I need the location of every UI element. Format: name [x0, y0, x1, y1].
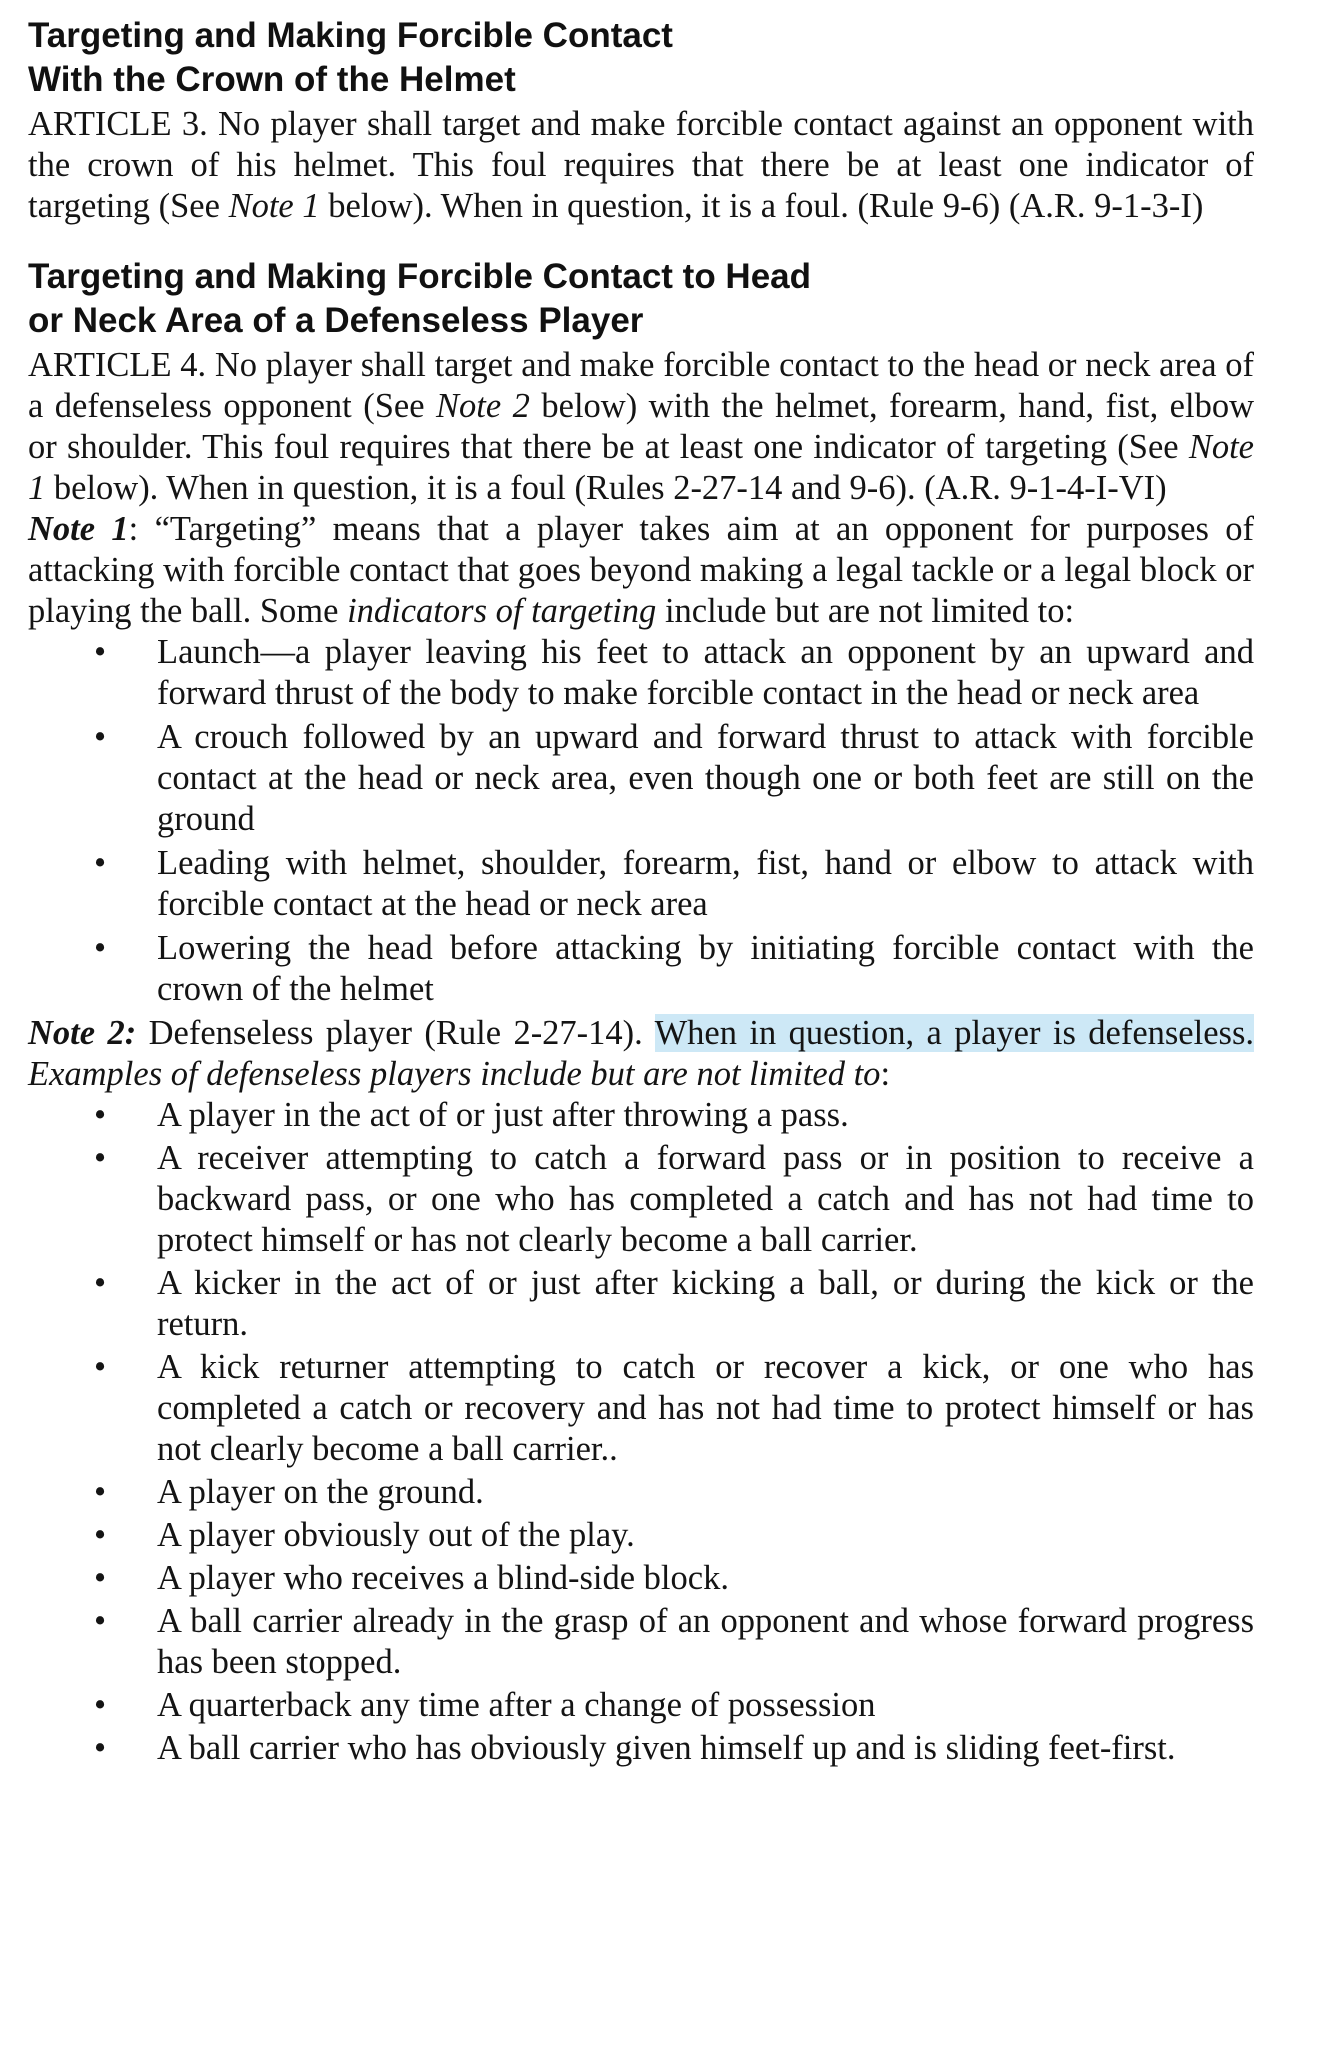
list-item-text: A ball carrier who has obviously given himself up and is sliding feet-first. — [157, 1729, 1176, 1767]
targeting-indicators-list — [28, 632, 1254, 1010]
note1-reference: Note 1 — [28, 428, 1254, 507]
note1-reference: Note 1 — [228, 187, 320, 225]
list-item — [28, 1558, 1254, 1599]
article3-heading-line2: With the Crown of the Helmet — [28, 60, 516, 99]
bullet-icon: • — [94, 1559, 107, 1597]
list-item-text: A quarterback any time after a change of possession — [157, 1686, 876, 1724]
list-item — [28, 1263, 1254, 1345]
article4-text-c: below). When in question, it is a foul (Rules 2-27-14 and 9-6). (A.R. 9-1-4-I-VI) — [45, 469, 1167, 507]
bullet-icon: • — [94, 1602, 107, 1640]
list-item — [28, 1472, 1254, 1513]
list-item — [28, 1138, 1254, 1261]
note2-paragraph — [28, 1013, 1254, 1095]
note2-text-b: : — [880, 1055, 891, 1093]
note1-italic-text: indicators of targeting — [347, 592, 657, 630]
bullet-icon: • — [94, 1348, 107, 1386]
list-item — [28, 1685, 1254, 1726]
article3-paragraph — [28, 104, 1254, 227]
list-item-text: Launch—a player leaving his feet to attack an opponent by an upward and forward thrust of the body to make forcible contact in the head or neck area — [157, 633, 1254, 712]
note2-italic-text: Examples of defenseless players include but are not limited to — [28, 1055, 881, 1093]
article3-text-end: below). When in question, it is a foul. (Rule 9-6) (A.R. 9-1-3-I) — [319, 187, 1204, 225]
article4-heading-line1: Targeting and Making Forcible Contact to Head — [28, 257, 812, 296]
note2-text-a: Defenseless player (Rule 2-27-14). — [136, 1014, 655, 1052]
list-item — [28, 928, 1254, 1010]
note1-text-b: include but are not limited to: — [656, 592, 1075, 630]
list-item — [28, 717, 1254, 840]
list-item — [28, 1347, 1254, 1470]
bullet-icon: • — [94, 844, 107, 882]
list-item — [28, 632, 1254, 714]
document-content — [28, 14, 1254, 1771]
list-item-text: A crouch followed by an upward and forward thrust to attack with forcible contact at the head or neck area, even though one or both feet are still on the ground — [157, 718, 1254, 838]
bullet-icon: • — [94, 929, 107, 967]
bullet-icon: • — [94, 1729, 107, 1767]
list-item — [28, 1601, 1254, 1683]
highlighted-text[interactable]: When in question, a player is defenseless. — [654, 1014, 1254, 1052]
bullet-icon: • — [94, 1516, 107, 1554]
article3-heading-line1: Targeting and Making Forcible Contact — [28, 16, 673, 55]
list-item-text: A player who receives a blind-side block. — [157, 1559, 729, 1597]
article3-text: ARTICLE 3. No player shall target and make forcible contact against an opponent with the crown of his helmet. This foul requires that there be at least one indicator of targeting (See — [28, 105, 1254, 225]
list-item — [28, 843, 1254, 925]
list-item-text: A ball carrier already in the grasp of an opponent and whose forward progress has been stopped. — [157, 1602, 1254, 1681]
list-item-text: A kick returner attempting to catch or recover a kick, or one who has completed a catch or recovery and has not had time to protect himself or has not clearly become a ball carrier.. — [157, 1348, 1254, 1468]
note1-paragraph — [28, 509, 1254, 632]
list-item-text: A player obviously out of the play. — [157, 1516, 635, 1554]
bullet-icon: • — [94, 718, 107, 756]
list-item-text: Leading with helmet, shoulder, forearm, fist, hand or elbow to attack with forcible contact at the head or neck area — [157, 844, 1254, 923]
list-item — [28, 1728, 1254, 1769]
bullet-icon: • — [94, 1264, 107, 1302]
list-item-text: A player on the ground. — [157, 1473, 484, 1511]
note1-text-a: : “Targeting” means that a player takes aim at an opponent for purposes of attacking with forcible contact that goes beyond making a legal tackle or a legal block or playing the ball. Some — [28, 510, 1254, 630]
article4-paragraph — [28, 345, 1254, 509]
list-item — [28, 1515, 1254, 1556]
article4-heading — [28, 255, 1254, 343]
bullet-icon: • — [94, 1473, 107, 1511]
defenseless-players-list — [28, 1095, 1254, 1769]
note1-label: Note 1 — [28, 510, 129, 548]
article4-text-a: ARTICLE 4. No player shall target and make forcible contact to the head or neck area of a defenseless opponent (See — [28, 346, 1254, 425]
bullet-icon: • — [94, 1139, 107, 1177]
list-item-text: A receiver attempting to catch a forward pass or in position to receive a backward pass, or one who has completed a catch and has not had time to protect himself or has not clearly become a ball carrier. — [157, 1139, 1254, 1259]
list-item-text: A player in the act of or just after throwing a pass. — [157, 1096, 849, 1134]
article3-heading — [28, 14, 1254, 102]
article4-heading-line2: or Neck Area of a Defenseless Player — [28, 301, 644, 340]
note2-label: Note 2: — [28, 1014, 137, 1052]
bullet-icon: • — [94, 1096, 107, 1134]
list-item — [28, 1095, 1254, 1136]
note2-reference: Note 2 — [436, 387, 530, 425]
bullet-icon: • — [94, 633, 107, 671]
article4-text-b: below) with the helmet, forearm, hand, fist, elbow or shoulder. This foul requires that there be at least one indicator of targeting (See — [28, 387, 1254, 466]
list-item-text: A kicker in the act of or just after kicking a ball, or during the kick or the return. — [157, 1264, 1254, 1343]
list-item-text: Lowering the head before attacking by initiating forcible contact with the crown of the helmet — [157, 929, 1254, 1008]
bullet-icon: • — [94, 1686, 107, 1724]
